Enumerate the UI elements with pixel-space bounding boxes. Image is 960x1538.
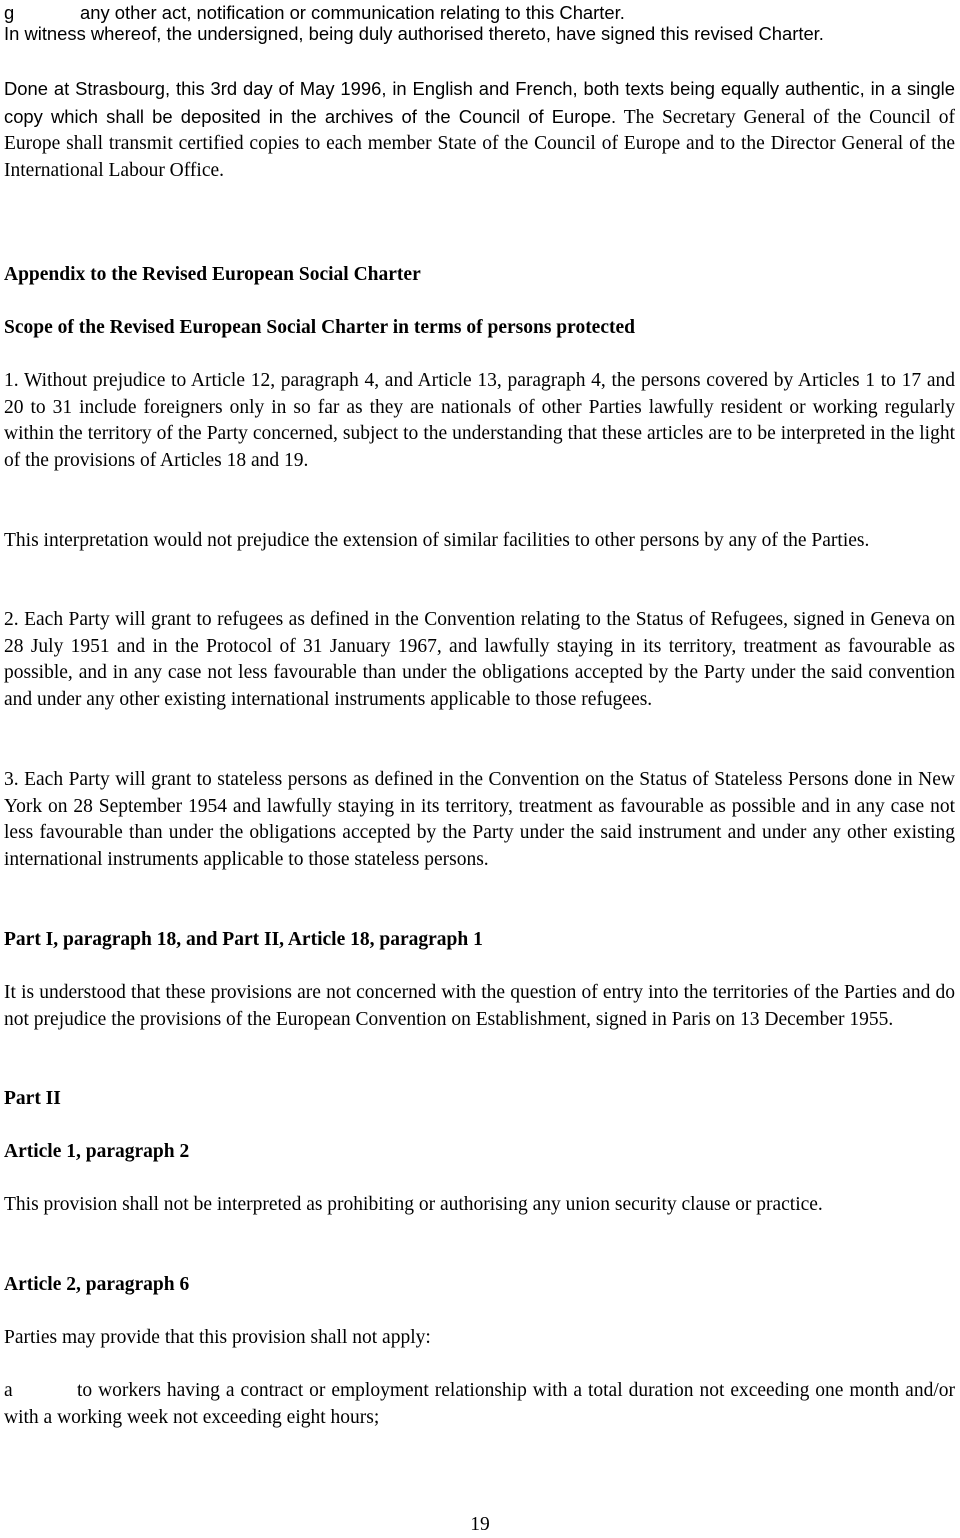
scope-heading: Scope of the Revised European Social Charter in terms of persons protected [4, 317, 635, 338]
part1-paragraph: It is understood that these provisions are not concerned with the question of entry into the territories of the Parties and do not prejudice the provisions of the European Convention on Establishment, signed in Paris on 13 December 1955. [4, 982, 955, 1030]
part1-heading: Part I, paragraph 18, and Part II, Article 18, paragraph 1 [4, 929, 483, 950]
paragraph-1: 1. Without prejudice to Article 12, paragraph 4, and Article 13, paragraph 4, the persons covered by Articles 1 to 17 and 20 to 31 include foreigners only in so far as they are nationals of other Parties lawfully resident or working regularly within the territory of the Party concerned, subject to the understanding that these articles are to be interpreted in the light of the provisions of Articles 18 and 19. [4, 370, 955, 471]
done-at-paragraph [4, 76, 955, 184]
article1-paragraph: This provision shall not be interpreted as prohibiting or authorising any union security clause or practice. [4, 1194, 823, 1215]
part2-heading: Part II [4, 1088, 61, 1109]
article2-paragraph: Parties may provide that this provision shall not apply: [4, 1327, 431, 1348]
item-label: a [4, 1380, 13, 1401]
item-text: any other act, notification or communication relating to this Charter. [80, 2, 625, 23]
paragraph-3: 3. Each Party will grant to stateless persons as defined in the Convention on the Status of Stateless Persons done in New York on 28 September 1954 and lawfully staying in its territory, treatment as favourable as possible and in any case not less favourable than under the obligations accepted by the Party under the said instrument and under any other existing international instruments applicable to those stateless persons. [4, 769, 955, 870]
article1-heading: Article 1, paragraph 2 [4, 1141, 190, 1162]
article2-heading: Article 2, paragraph 6 [4, 1274, 190, 1295]
page-number: 19 [470, 1514, 490, 1535]
secretary-general-sentence: The Secretary General of the Council of Europe shall transmit certified copies to each member State of the Council of Europe and to the Director General of the International Labour Office. [4, 106, 955, 181]
list-item-a [4, 1378, 955, 1431]
appendix-heading: Appendix to the Revised European Social Charter [4, 264, 421, 285]
interpretation-paragraph: This interpretation would not prejudice the extension of similar facilities to other persons by any of the Parties. [4, 530, 870, 551]
paragraph-2: 2. Each Party will grant to refugees as defined in the Convention relating to the Status of Refugees, signed in Geneva on 28 July 1951 and in the Protocol of 31 January 1967, and lawfully staying in its territory, treatment as favourable as possible, and in any case not less favourable than under the obligations accepted by the Party under the said convention and under any other existing international instruments applicable to those refugees. [4, 609, 955, 710]
item-text: to workers having a contract or employment relationship with a total duration not exceeding one month and/or with a working week not exceeding eight hours; [4, 1380, 955, 1428]
item-label: g [4, 2, 15, 23]
witness-paragraph: In witness whereof, the undersigned, being duly authorised thereto, have signed this revised Charter. [4, 23, 824, 44]
done-at-sentence: Done at Strasbourg, this 3rd day of May 1996, in English and French, both texts being equally authentic, in a single copy which shall be deposited in the archives of the Council of Europe. [4, 78, 955, 127]
